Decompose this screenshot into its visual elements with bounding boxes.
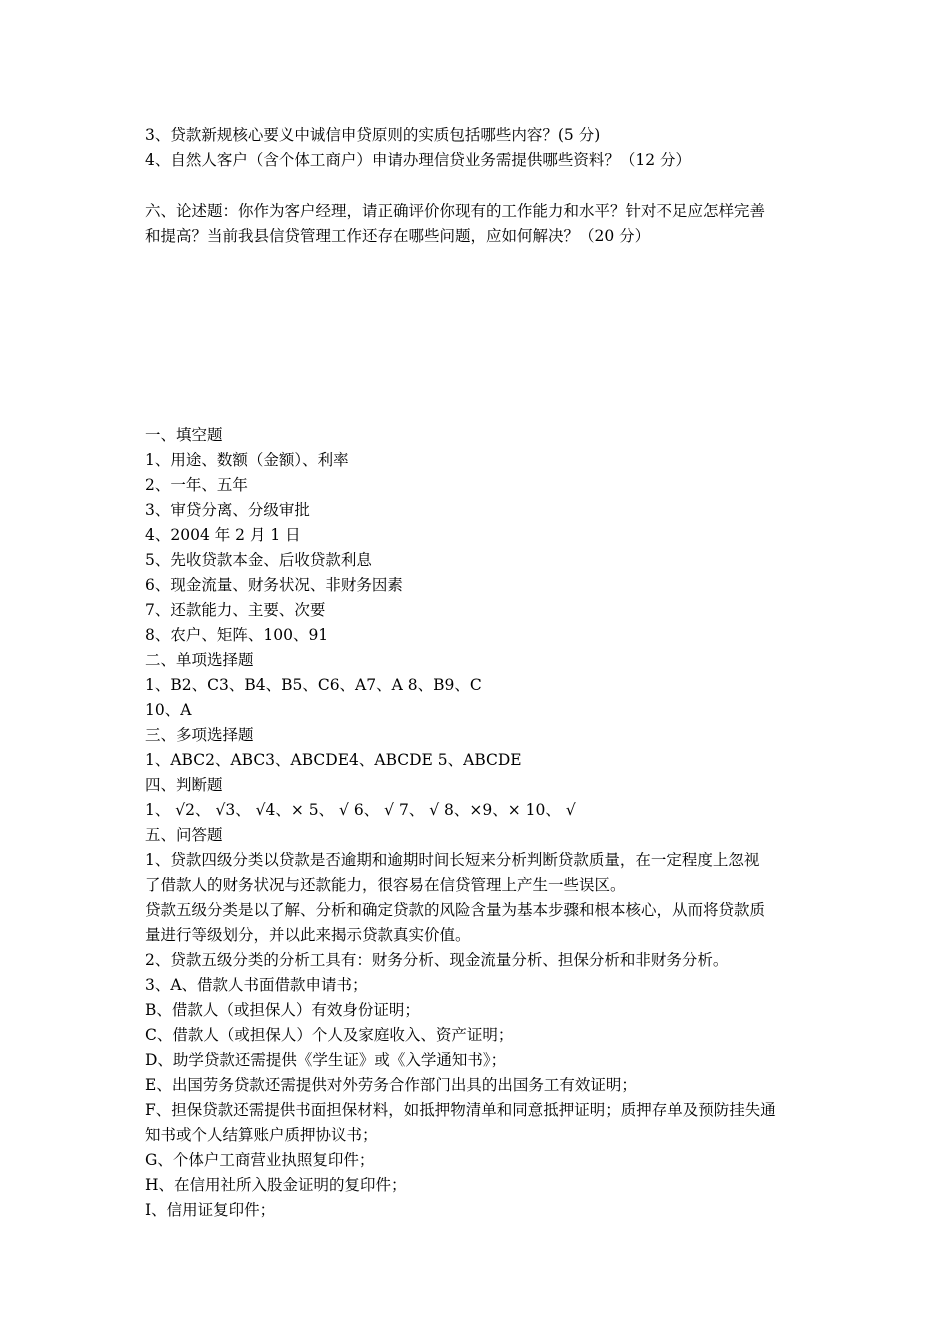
answer-line: 1、贷款四级分类以贷款是否逾期和逾期时间长短来分析判断贷款质量，在一定程度上忽视	[145, 851, 760, 869]
answer-line: 8、农户、矩阵、100、91	[145, 626, 329, 644]
answer-line: 量进行等级划分，并以此来揭示贷款真实价值。	[145, 926, 471, 944]
answer-line: 5、先收贷款本金、后收贷款利息	[145, 551, 372, 569]
question-3: 3、贷款新规核心要义中诚信申贷原则的实质包括哪些内容？(5 分)	[145, 126, 601, 144]
section-heading-judgment: 四、判断题	[145, 776, 223, 794]
answer-line: I、信用证复印件；	[145, 1201, 276, 1219]
answer-line: 10、A	[145, 701, 192, 719]
essay-question-line-1: 六、论述题：你作为客户经理，请正确评价你现有的工作能力和水平？针对不足应怎样完善	[145, 202, 766, 220]
answer-line: E、出国劳务贷款还需提供对外劳务合作部门出具的出国务工有效证明；	[145, 1076, 637, 1094]
question-4: 4、自然人客户（含个体工商户）申请办理信贷业务需提供哪些资料？（12 分）	[145, 151, 692, 169]
answer-line: F、担保贷款还需提供书面担保材料，如抵押物清单和同意抵押证明；质押存单及预防挂失通	[145, 1101, 776, 1119]
answer-line: 了借款人的财务状况与还款能力，很容易在信贷管理上产生一些误区。	[145, 876, 626, 894]
answer-line: 4、2004 年 2 月 1 日	[145, 526, 301, 544]
section-heading-single-choice: 二、单项选择题	[145, 651, 254, 669]
answer-line: 1、 √2、 √3、 √4、× 5、 √ 6、 √ 7、 √ 8、×9、× 10、 √	[145, 801, 576, 819]
answer-line: 1、ABC2、ABC3、ABCDE4、ABCDE 5、ABCDE	[145, 751, 522, 769]
answer-line: C、借款人（或担保人）个人及家庭收入、资产证明；	[145, 1026, 514, 1044]
answer-line: B、借款人（或担保人）有效身份证明；	[145, 1001, 420, 1019]
answer-line: 3、A、借款人书面借款申请书；	[145, 976, 368, 994]
answer-line: 知书或个人结算账户质押协议书；	[145, 1126, 378, 1144]
answer-line: G、个体户工商营业执照复印件；	[145, 1151, 375, 1169]
answer-line: 1、用途、数额（金额）、利率	[145, 451, 349, 469]
essay-question-line-2: 和提高？当前我县信贷管理工作还存在哪些问题，应如何解决？（20 分）	[145, 227, 651, 245]
answer-line: 2、一年、五年	[145, 476, 248, 494]
answer-line: 1、B2、C3、B4、B5、C6、A7、A 8、B9、C	[145, 676, 482, 694]
answer-line: 贷款五级分类是以了解、分析和确定贷款的风险含量为基本步骤和根本核心，从而将贷款质	[145, 901, 766, 919]
section-heading-fill-blank: 一、填空题	[145, 426, 223, 444]
answer-line: 6、现金流量、财务状况、非财务因素	[145, 576, 403, 594]
section-heading-multi-choice: 三、多项选择题	[145, 726, 254, 744]
answer-line: D、助学贷款还需提供《学生证》或《入学通知书》；	[145, 1051, 507, 1069]
answer-line: 7、还款能力、主要、次要	[145, 601, 326, 619]
answer-line: 3、审贷分离、分级审批	[145, 501, 310, 519]
answer-line: 2、贷款五级分类的分析工具有：财务分析、现金流量分析、担保分析和非财务分析。	[145, 951, 729, 969]
answer-line: H、在信用社所入股金证明的复印件；	[145, 1176, 407, 1194]
section-heading-qa: 五、问答题	[145, 826, 223, 844]
